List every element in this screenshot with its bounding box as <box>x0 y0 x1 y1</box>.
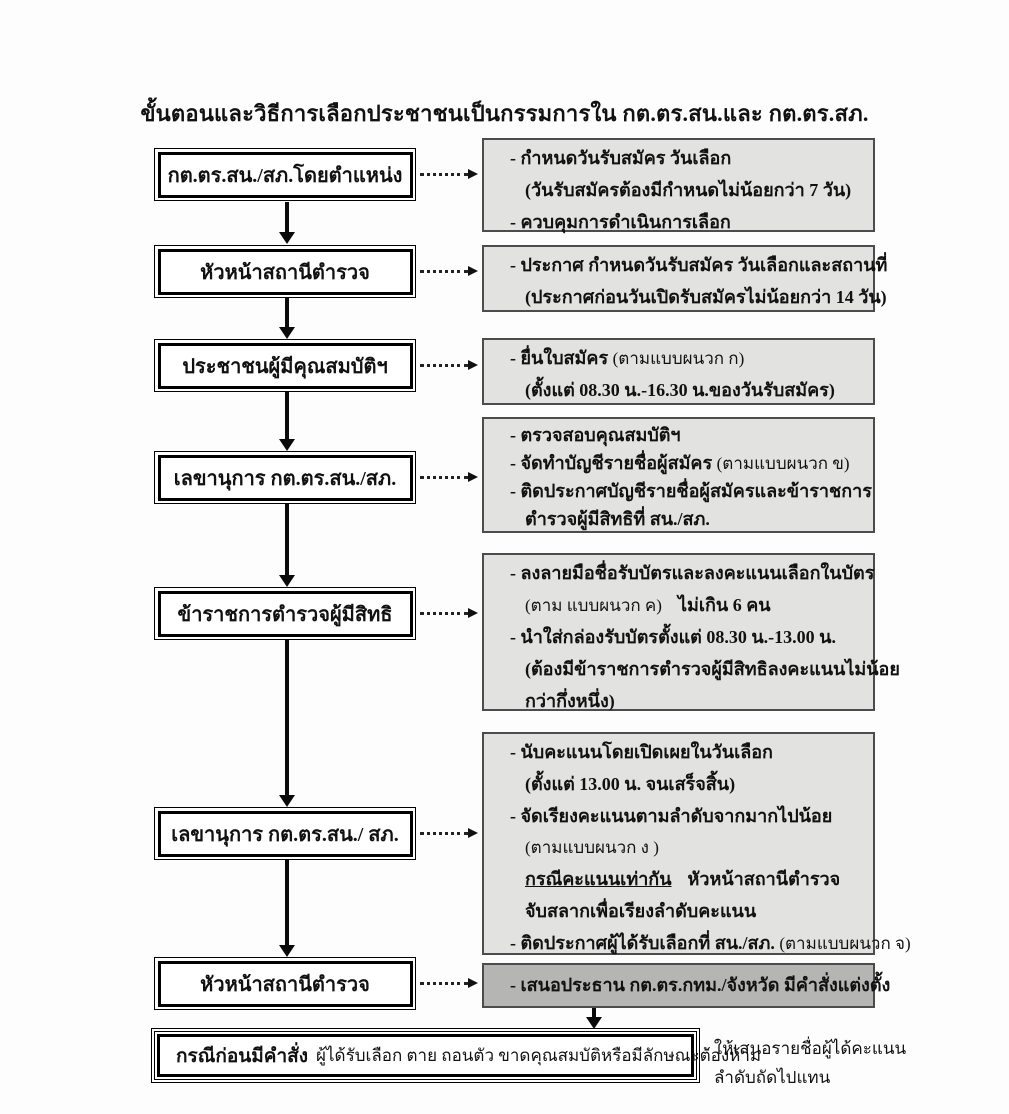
note-line <box>510 928 911 960</box>
actor-label-2: หัวหน้าสถานีตำรวจ <box>200 261 370 284</box>
final-case-box <box>151 1028 762 1083</box>
note-line <box>510 622 865 654</box>
note-text-segment: จับสลากเพื่อเรียงลำดับคะแนน <box>525 901 757 921</box>
actor-box-6 <box>154 807 416 860</box>
actor-box-2-inner <box>158 249 413 295</box>
note-text-segment: (ตามแบบผนวก ง ) <box>525 838 659 857</box>
actor-label-1: กต.ตร.สน./สภ.โดยตำแหน่ง <box>167 164 403 187</box>
note-line <box>510 686 865 718</box>
actor-box-5 <box>154 587 416 640</box>
actor-box-6-inner <box>158 811 413 857</box>
note-text-segment: ไม่เกิน 6 คน <box>677 595 771 615</box>
actor-box-1-inner <box>158 152 413 198</box>
actor-box-3-inner <box>158 343 413 389</box>
final-side-note-line-1: - ให้เสนอรายชื่อผู้ได้คะแนน <box>704 1039 907 1058</box>
note-line <box>510 343 865 375</box>
note-line <box>510 175 865 207</box>
down-arrow-2 <box>285 298 289 328</box>
note-line <box>510 250 888 282</box>
note-text-segment: - เสนอประธาน กต.ตร.กทม./จังหวัด มีคำสั่งแต่งตั้ง <box>510 974 891 995</box>
note-text-segment: กรณีคะแนนเท่ากัน <box>525 869 672 889</box>
note-line <box>510 801 865 833</box>
note-line <box>510 478 872 506</box>
note-line <box>510 143 865 175</box>
actor-label-3: ประชาชนผู้มีคุณสมบัติฯ <box>182 355 388 378</box>
final-case-title: กรณีก่อนมีคำสั่ง <box>176 1045 309 1067</box>
note-text-segment: (ต้องมีข้าราชการตำรวจผู้มีสิทธิลงคะแนนไม่น้อย <box>525 659 900 679</box>
note-box-4 <box>482 417 875 533</box>
note-box-1 <box>482 138 875 232</box>
actor-box-5-inner <box>158 591 413 637</box>
dashed-arrow-4 <box>420 476 468 479</box>
note-text-segment: - นำใส่กล่องรับบัตรตั้งแต่ 08.30 น.-13.00 น. <box>510 627 836 647</box>
dashed-arrow-5 <box>420 612 468 615</box>
actor-label-7: หัวหน้าสถานีตำรวจ <box>200 973 370 996</box>
note-text-segment: - ควบคุมการดำเนินการเลือก <box>510 212 731 232</box>
note-text-segment: (ประกาศก่อนวันเปิดรับสมัครไม่น้อยกว่า 14 วัน) <box>525 287 887 307</box>
note-text-segment: ตำรวจผู้มีสิทธิที่ สน./สภ. <box>525 509 710 529</box>
note-text-segment: - ลงลายมือชื่อรับบัตรและลงคะแนนเลือกในบัตร <box>510 563 875 583</box>
note-line <box>510 896 865 928</box>
dashed-arrow-2 <box>420 270 468 273</box>
note-line <box>510 375 865 407</box>
actor-label-5: ข้าราชการตำรวจผู้มีสิทธิ <box>177 603 393 626</box>
dashed-arrow-7 <box>420 982 468 985</box>
note-line <box>510 590 865 622</box>
actor-box-4 <box>154 451 416 504</box>
note-text-segment: - ประกาศ กำหนดวันรับสมัคร วันเลือกและสถานที่ <box>510 255 888 275</box>
note-box-3 <box>482 338 875 405</box>
actor-box-4-inner <box>158 455 413 501</box>
note-text-segment: (ตั้งแต่ 13.00 น. จนเสร็จสิ้น) <box>525 774 736 794</box>
note-line <box>510 654 900 686</box>
final-case-box-mid <box>154 1031 762 1080</box>
note-line <box>510 506 865 534</box>
note-text-segment: (ตามแบบผนวก ข) <box>716 454 850 473</box>
note-text-segment: (ตาม แบบผนวก ค) <box>525 596 662 615</box>
down-arrow-7 <box>592 1008 596 1018</box>
actor-label-4: เลขานุการ กต.ตร.สน./สภ. <box>173 467 397 490</box>
note-line <box>510 422 865 450</box>
note-line <box>510 769 865 801</box>
final-case-text: ผู้ได้รับเลือก ตาย ถอนตัว ขาดคุณสมบัติหรือมีลักษณะต้องห้าม <box>316 1046 762 1065</box>
note-box-7 <box>482 963 891 1008</box>
page-title: ขั้นตอนและวิธีการเลือกประชาชนเป็นกรรมการใน กต.ตร.สน.และ กต.ตร.สภ. <box>140 101 869 126</box>
actor-box-2 <box>154 245 416 298</box>
dashed-arrow-6 <box>420 832 468 835</box>
down-arrow-3 <box>285 392 289 440</box>
actor-box-7-inner <box>158 961 413 1007</box>
note-text-segment: หัวหน้าสถานีตำรวจ <box>687 869 841 889</box>
actor-label-6: เลขานุการ กต.ตร.สน./ สภ. <box>171 823 399 846</box>
final-case-box-inner <box>157 1034 762 1077</box>
final-side-note-line-2: ลำดับถัดไปแทน <box>714 1068 831 1087</box>
dashed-arrow-3 <box>420 364 468 367</box>
note-text-segment: (ตั้งแต่ 08.30 น.-16.30 น.ของวันรับสมัคร) <box>525 380 835 400</box>
dashed-arrow-1 <box>420 173 468 176</box>
note-line <box>510 558 875 590</box>
actor-box-7 <box>154 957 416 1010</box>
note-text-segment: (ตามแบบผนวก จ) <box>779 934 911 953</box>
note-line <box>510 864 865 896</box>
note-text-segment: - นับคะแนนโดยเปิดเผยในวันเลือก <box>510 742 773 762</box>
note-text-segment: - ติดประกาศบัญชีรายชื่อผู้สมัครและข้าราชการ <box>510 481 872 501</box>
down-arrow-4 <box>285 504 289 576</box>
note-text-segment: - ยื่นใบสมัคร <box>510 348 613 368</box>
note-text-segment: - จัดเรียงคะแนนตามลำดับจากมากไปน้อย <box>510 806 833 826</box>
note-text-segment: - ติดประกาศผู้ได้รับเลือกที่ สน./สภ. <box>510 933 780 953</box>
actor-box-1 <box>154 148 416 201</box>
note-line <box>510 970 890 1002</box>
down-arrow-6 <box>285 860 289 946</box>
note-text-segment: กว่ากึ่งหนึ่ง) <box>525 691 615 711</box>
note-text-segment: (ตามแบบผนวก ก) <box>612 349 745 368</box>
note-box-6 <box>482 732 911 955</box>
note-text-segment: - จัดทำบัญชีรายชื่อผู้สมัคร <box>510 453 717 473</box>
final-side-note <box>704 1034 914 1092</box>
note-box-2 <box>482 245 888 312</box>
down-arrow-5 <box>285 640 289 796</box>
note-text-segment: - ตรวจสอบคุณสมบัติฯ <box>510 425 681 445</box>
note-line <box>510 207 865 239</box>
note-line <box>510 282 887 314</box>
note-text-segment: (วันรับสมัครต้องมีกำหนดไม่น้อยกว่า 7 วัน) <box>525 180 852 200</box>
note-line <box>510 450 865 478</box>
note-box-5 <box>482 553 900 711</box>
actor-box-3 <box>154 339 416 392</box>
note-text-segment: - กำหนดวันรับสมัคร วันเลือก <box>510 148 732 168</box>
down-arrow-1 <box>285 202 289 233</box>
note-line <box>510 833 865 864</box>
note-line <box>510 737 865 769</box>
